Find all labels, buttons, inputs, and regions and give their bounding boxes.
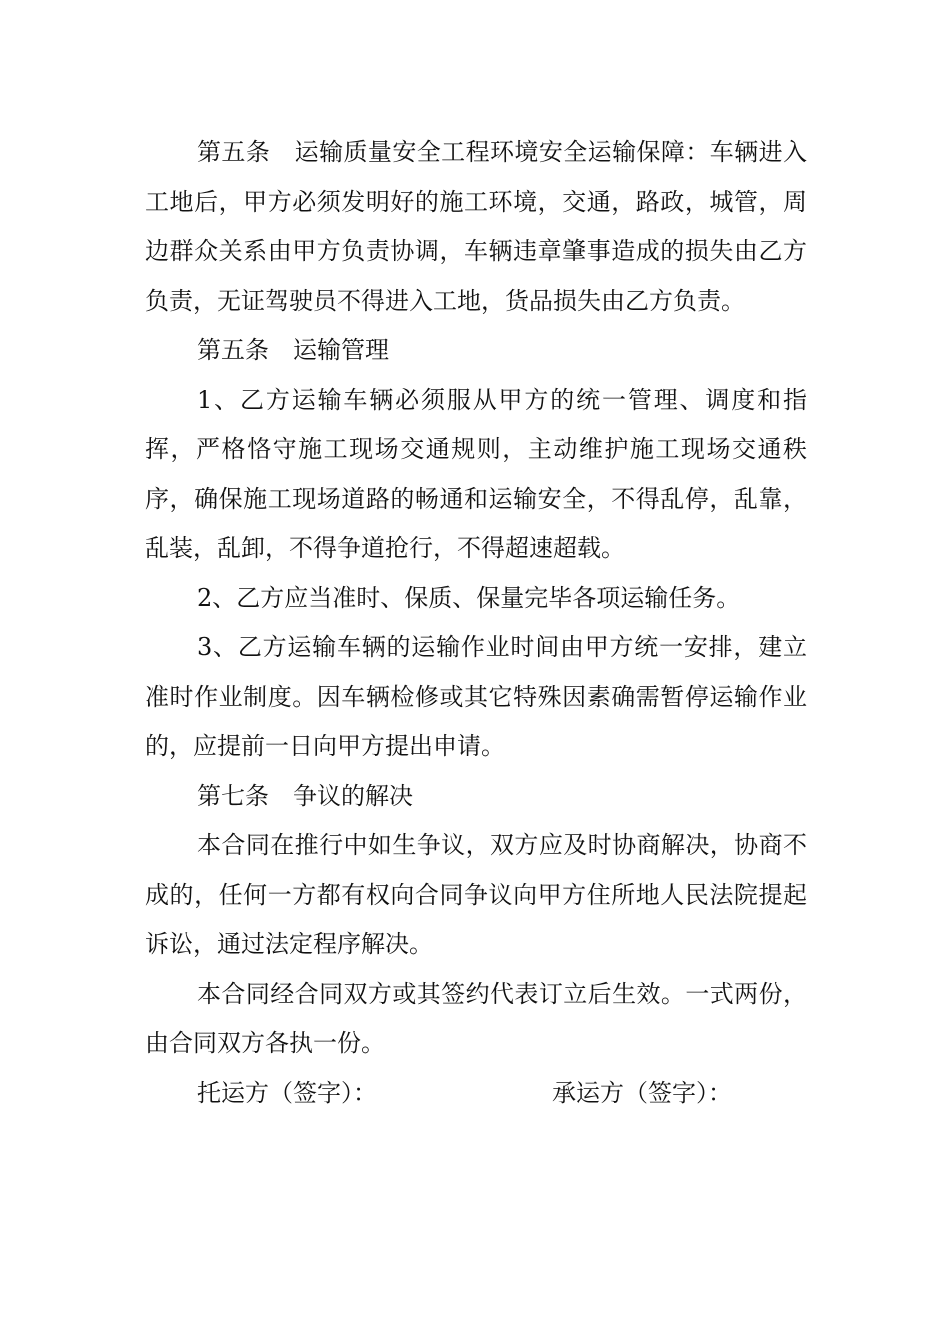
signature-row <box>145 1069 807 1119</box>
article-5-transport-safety: 第五条 运输质量安全工程环境安全运输保障：车辆进入工地后，甲方必须发明好的施工环境，交通，路政，城管，周边群众关系由甲方负责协调，车辆违章肇事造成的损失由乙方负责，无证驾驶员不得进入工地，货品损失由乙方负责。 <box>145 138 807 315</box>
shipper-signature-label: 托运方（签字）： <box>197 1078 377 1107</box>
clause-3-work-schedule: 3、乙方运输车辆的运输作业时间由甲方统一安排，建立准时作业制度。因车辆检修或其它特殊因素确需暂停运输作业的，应提前一日向甲方提出申请。 <box>145 633 807 760</box>
carrier-signature-label: 承运方（签字）： <box>552 1078 732 1107</box>
clause-2-task-completion: 2、乙方应当准时、保质、保量完毕各项运输任务。 <box>197 583 741 612</box>
clause-1-vehicle-management: 1、乙方运输车辆必须服从甲方的统一管理、调度和指挥，严格恪守施工现场交通规则，主动维护施工现场交通秩序，确保施工现场道路的畅通和运输安全，不得乱停，乱靠，乱装，乱卸，不得争道抢行，不得超速超载。 <box>145 385 807 562</box>
article-7-heading-dispute-resolution: 第七条 争议的解决 <box>197 781 413 810</box>
document-body <box>145 128 807 1118</box>
article-5-heading-transport-management: 第五条 运输管理 <box>197 336 389 364</box>
dispute-resolution-text: 本合同在推行中如生争议，双方应及时协商解决，协商不成的，任何一方都有权向合同争议向甲方住所地人民法院提起诉讼，通过法定程序解决。 <box>145 831 807 958</box>
contract-effectiveness-text: 本合同经合同双方或其签约代表订立后生效。一式两份，由合同双方各执一份。 <box>145 979 807 1057</box>
